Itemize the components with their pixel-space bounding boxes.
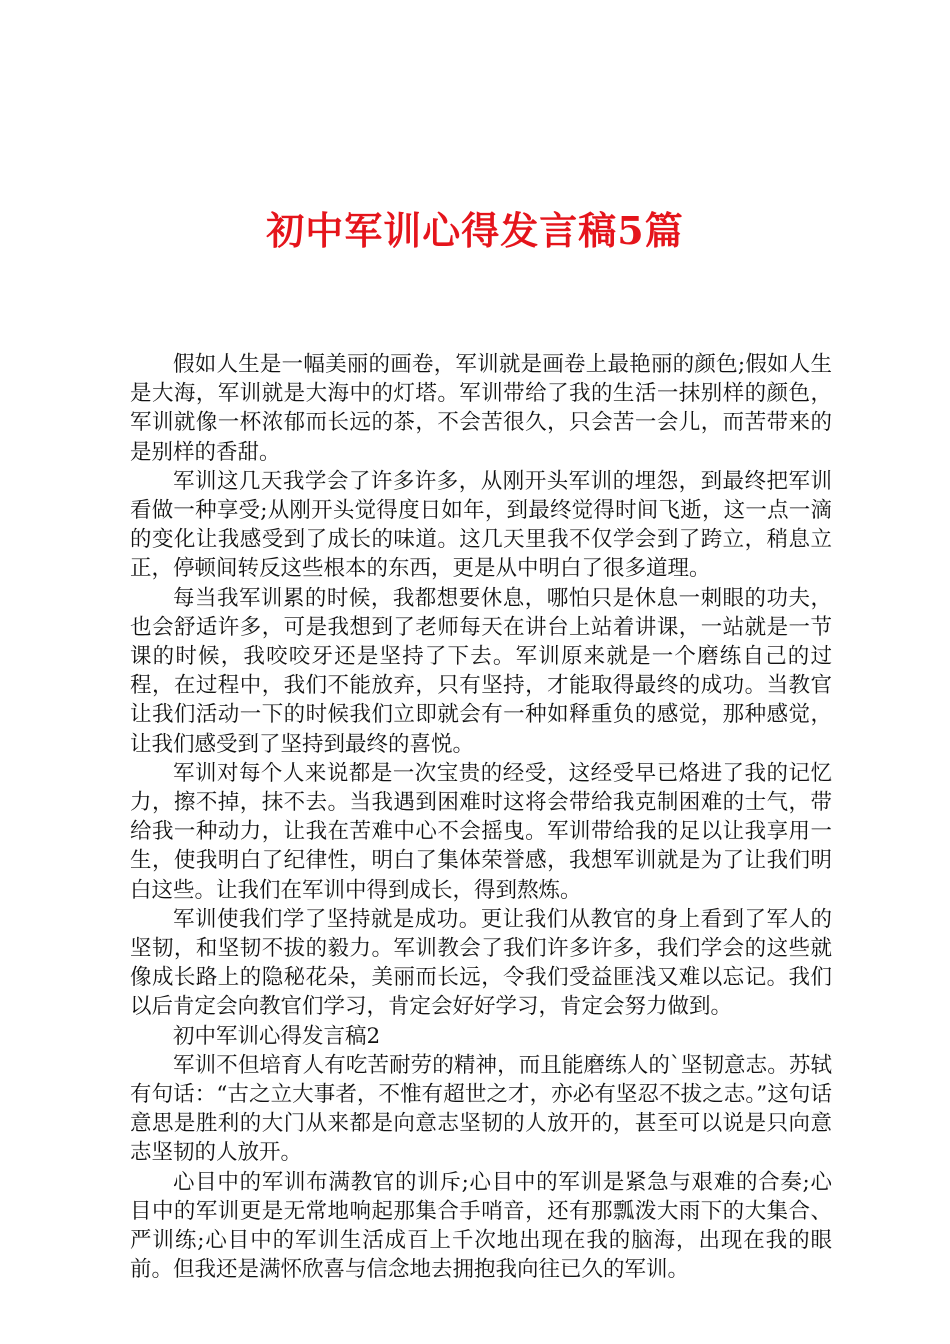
paragraph: 军训使我们学了坚持就是成功。更让我们从教官的身上看到了军人的坚韧，和坚韧不拔的毅力。军训教会了我们许多许多，我们学会的这些就像成长路上的隐秘花朵，美丽而长远，令我们受益匪浅又难以忘记。我们以后肯定会向教官们学习，肯定会好好学习，肯定会努力做到。: [130, 906, 832, 1020]
document-title: 初中军训心得发言稿5篇: [266, 208, 684, 253]
paragraph: 心目中的军训布满教官的训斥;心目中的军训是紧急与艰难的合奏;心目中的军训更是无常地响起那集合手哨音，还有那瓢泼大雨下的大集合、严训练;心目中的军训生活成百上千次地出现在我的脑海，出现在我的眼前。但我还是满怀欣喜与信念地去拥抱我向往已久的军训。: [130, 1169, 832, 1283]
document-body: [130, 350, 832, 1285]
paragraph: 军训对每个人来说都是一次宝贵的经受，这经受早已烙进了我的记忆力，擦不掉，抹不去。当我遇到困难时这将会带给我克制困难的士气，带给我一种动力，让我在苦难中心不会摇曳。军训带给我的足以让我享用一生，使我明白了纪律性，明白了集体荣誉感，我想军训就是为了让我们明白这些。让我们在军训中得到成长，得到熬炼。: [130, 760, 832, 903]
section-heading: 初中军训心得发言稿2: [173, 1023, 381, 1049]
paragraph: 假如人生是一幅美丽的画卷，军训就是画卷上最艳丽的颜色;假如人生是大海，军训就是大海中的灯塔。军训带给了我的生活一抹别样的颜色，军训就像一杯浓郁而长远的茶，不会苦很久，只会苦一会儿，而苦带来的是别样的香甜。: [130, 352, 832, 465]
paragraph: 军训这几天我学会了许多许多，从刚开头军训的埋怨，到最终把军训看做一种享受;从刚开头觉得度日如年，到最终觉得时间飞逝，这一点一滴的变化让我感受到了成长的味道。这几天里我不仅学会到了跨立，稍息立正，停顿间转反这些根本的东西，更是从中明白了很多道理。: [130, 468, 832, 582]
paragraph: 每当我军训累的时候，我都想要休息，哪怕只是休息一刺眼的功夫，也会舒适许多，可是我想到了老师每天在讲台上站着讲课，一站就是一节课的时候，我咬咬牙还是坚持了下去。军训原来就是一个磨练自己的过程，在过程中，我们不能放弃，只有坚持，才能取得最终的成功。当教官让我们活动一下的时候我们立即就会有一种如释重负的感觉，那种感觉，让我们感受到了坚持到最终的喜悦。: [130, 585, 832, 757]
paragraph: 军训不但培育人有吃苦耐劳的精神，而且能磨练人的`坚韧意志。苏轼有句话：“古之立大事者，不惟有超世之才，亦必有坚忍不拔之志。”这句话意思是胜利的大门从来都是向意志坚韧的人放开的，甚至可以说是只向意志坚韧的人放开。: [130, 1052, 832, 1166]
